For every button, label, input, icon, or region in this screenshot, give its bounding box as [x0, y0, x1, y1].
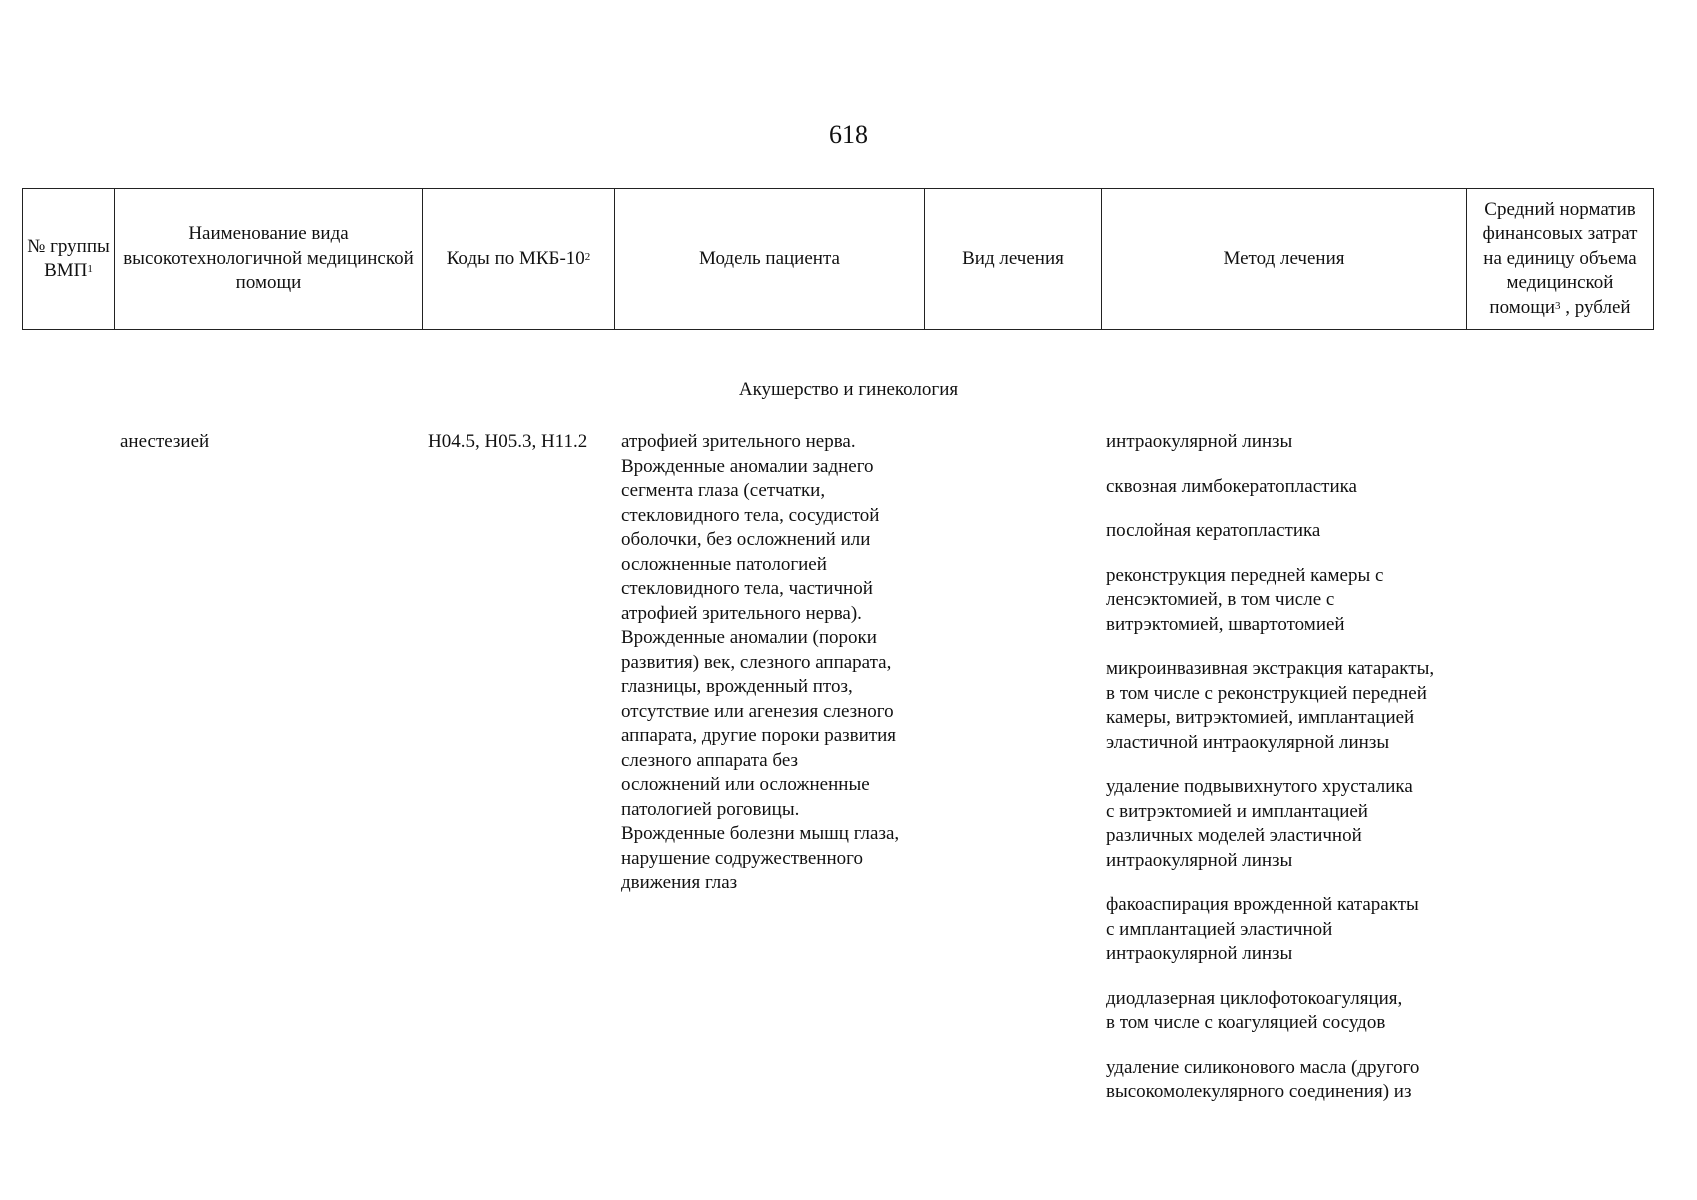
model-line: осложнений или осложненные [621, 774, 870, 795]
section-title: Акушерство и гинекология [738, 379, 959, 400]
model-line: Врожденные аномалии заднего [621, 455, 874, 477]
model-line: атрофией зрительного нерва). [621, 602, 862, 624]
method-line: с имплантацией эластичной [1106, 918, 1333, 940]
model-line: Врожденные аномалии (пороки [621, 627, 877, 648]
method-line: интраокулярной линзы [1106, 849, 1293, 871]
method-line: сквозная лимбокератопластика [1106, 475, 1357, 497]
method-line: с витрэктомией и имплантацией [1106, 800, 1368, 822]
method-line: интраокулярной линзы [1106, 431, 1293, 452]
method-item [1106, 775, 1471, 873]
model-line: аппарата, другие пороки развития [621, 725, 897, 746]
header-group-number: № группы ВМП$^1$ [23, 189, 115, 330]
model-line: глазницы, врожденный птоз, [621, 676, 853, 697]
method-line: витрэктомией, швартотомией [1106, 613, 1345, 635]
method-line: в том числе с коагуляцией сосудов [1106, 1012, 1386, 1033]
method-line: в том числе с реконструкцией передней [1106, 682, 1427, 704]
model-line: нарушение содружественного [621, 847, 863, 869]
method-line: послойная кератопластика [1106, 520, 1321, 541]
method-line: удаление силиконового масла (другого [1106, 1056, 1420, 1078]
method-item [1106, 564, 1471, 638]
model-line: стекловидного тела, сосудистой [621, 504, 880, 526]
method-line: высокомолекулярного соединения) из [1106, 1081, 1412, 1102]
header-care-type-name: Наименование вида высокотехнологичной медицинской помощи [115, 189, 423, 330]
method-item [1106, 519, 1471, 544]
method-item [1106, 475, 1471, 500]
model-line: сегмента глаза (сетчатки, [621, 480, 826, 501]
model-line: слезного аппарата без [621, 749, 799, 771]
header-treatment-type: Вид лечения [925, 189, 1102, 330]
method-line: эластичной интраокулярной линзы [1106, 731, 1390, 753]
model-line: стекловидного тела, частичной [621, 578, 873, 599]
method-item [1106, 657, 1471, 755]
model-line: движения глаз [621, 872, 738, 893]
method-item [1106, 430, 1471, 455]
row-patient-model [621, 430, 921, 896]
model-line: осложненные патологией [621, 553, 827, 575]
method-item [1106, 987, 1471, 1036]
method-line: камеры, витрэктомией, имплантацией [1106, 707, 1415, 728]
row-icd-codes: H04.5, H05.3, H11.2 [428, 431, 588, 452]
method-line: интраокулярной линзы [1106, 943, 1293, 964]
method-line: удаление подвывихнутого хрусталика [1106, 776, 1413, 797]
method-item [1106, 893, 1471, 967]
method-line: различных моделей эластичной [1106, 825, 1362, 846]
model-line: развития) век, слезного аппарата, [621, 651, 892, 673]
method-line: реконструкция передней камеры с [1106, 564, 1384, 586]
model-line: патологией роговицы. [621, 798, 800, 820]
method-line: ленсэктомией, в том числе с [1106, 589, 1335, 610]
header-icd-codes: Коды по МКБ-$10^2$ [423, 189, 615, 330]
header-average-cost: Средний норматив финансовых затрат на единицу объема медицинской помощи$^3$ , рублей [1467, 189, 1654, 330]
header-treatment-method: Метод лечения [1102, 189, 1467, 330]
model-line: атрофией зрительного нерва. [621, 431, 856, 452]
method-line: факоаспирация врожденной катаракты [1106, 894, 1419, 915]
method-line: диодлазерная циклофотокоагуляция, [1106, 987, 1403, 1009]
method-line: микроинвазивная экстракция катаракты, [1106, 658, 1435, 679]
method-item [1106, 1056, 1471, 1105]
header-patient-model: Модель пациента [615, 189, 925, 330]
model-line: отсутствие или агенезия слезного [621, 700, 894, 722]
model-line: оболочки, без осложнений или [621, 529, 871, 550]
model-line: Врожденные болезни мышц глаза, [621, 823, 900, 844]
table-header [22, 188, 1654, 330]
page-number: 618 [829, 120, 868, 149]
row-care-type-name: анестезией [120, 431, 210, 452]
row-treatment-methods [1106, 430, 1471, 1125]
